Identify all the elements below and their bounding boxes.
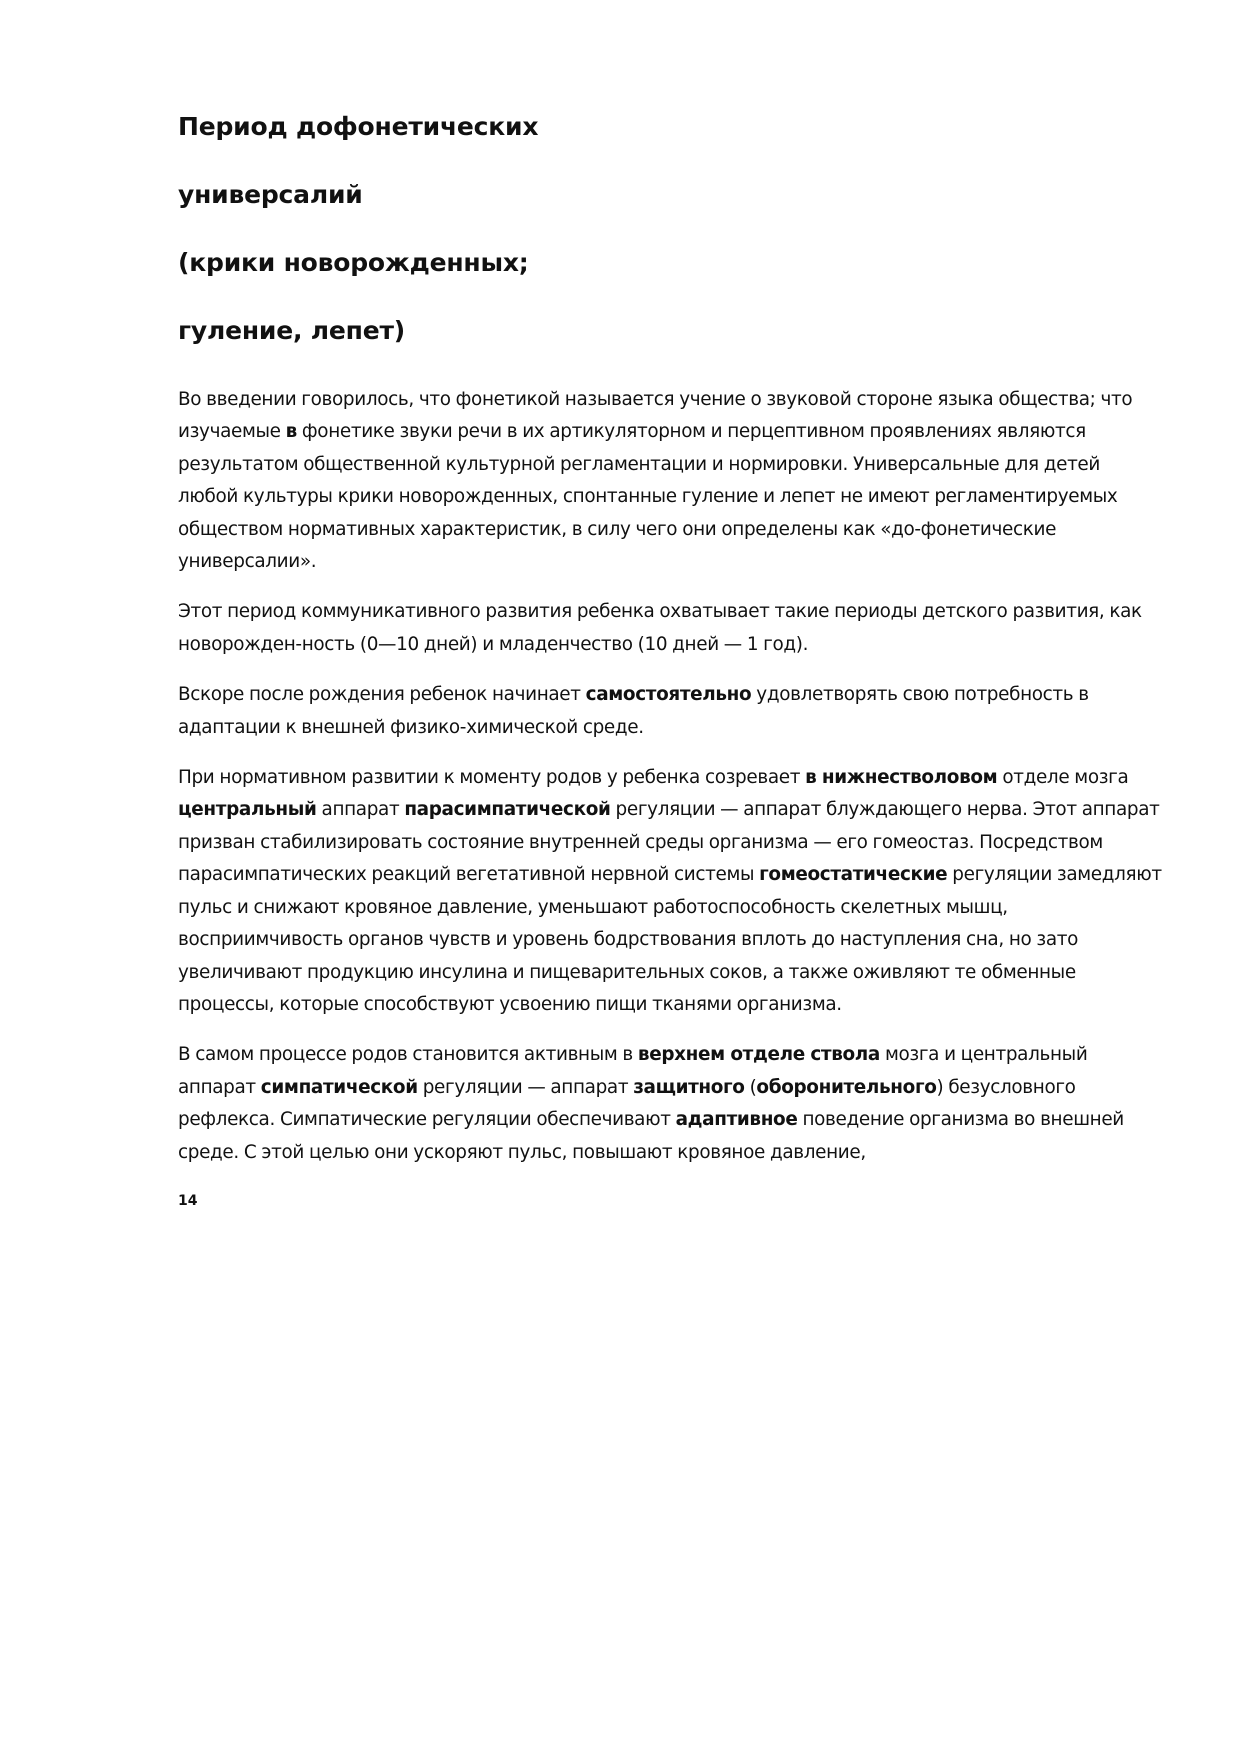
text-run: отделе мозга [997,767,1129,789]
text-run: регуляции — аппарат [417,1076,634,1098]
document-page [178,112,1162,1187]
bold-text-run: самостоятельно [585,684,752,706]
text-run: фонетике звуки речи в их артикуляторном и перцептивном проявлениях являются результатом общественной культурной регламентации и нормировки. Универсальные для детей любой культуры крики новорожденных, спонтанные гуление и лепет не имеют регламентируемых обществом нормативных характеристик, в силу чего они определены как «до-фонетические универсалии». [178,421,1118,573]
text-run: регуляции замедляют пульс и снижают кровяное давление, уменьшают работоспособность скелетных мышц, восприимчивость органов чувств и уровень бодрствования вплоть до наступления сна, но зато увеличивают продукцию инсулина и пищеварительных соков, а также оживляют те обменные процессы, которые способствуют усвоению пищи тканями организма. [178,864,1162,1015]
bold-text-run: адаптивное [675,1109,798,1131]
paragraph-period [178,596,1162,661]
text-run: поведение организма во внешней среде. С этой целью они ускоряют пульс, повышают кровяное давление, [178,1109,1124,1163]
heading-line: (крики новорожденных; [178,248,529,277]
heading-line: гуление, лепет) [178,316,405,345]
text-run: ) безусловного рефлекса. Симпатические регуляции обеспечивают [178,1076,1076,1131]
page-number: 14 [178,1193,198,1209]
paragraph-intro [178,384,1162,578]
bold-text-run: верхнем отделе ствола [637,1044,880,1066]
text-run: удовлетворять свою потребность в адаптации к внешней физико-химической среде. [178,684,1089,738]
text-run: аппарат [316,799,405,821]
text-run: регуляции — аппарат блуждающего нерва. Этот аппарат призван стабилизировать состояние внутренней среды организма — его гомеостаз. Посредством парасимпатических реакций вегетативной нервной системы [178,799,1160,886]
heading-line: универсалий [178,180,363,209]
text-run: В самом процессе родов становится активным в [178,1044,638,1066]
bold-text-run: оборонительного [756,1076,937,1098]
text-run: Вскоре после рождения ребенок начинает [178,684,586,706]
text-run: При нормативном развитии к моменту родов у ребенка созревает [178,767,806,789]
bold-text-run: центральный [178,799,317,821]
text-run: Этот период коммуникативного развития ребенка охватывает такие периоды детского развития, как новорожден-ность (0—10 дней) и младенчество (10 дней — 1 год). [178,601,1142,655]
bold-text-run: защитного [633,1076,745,1098]
paragraph-adaptation [178,679,1162,744]
paragraph-parasympathetic [178,762,1162,1021]
text-run: мозга и центральный аппарат [178,1044,1088,1098]
bold-text-run: в нижнестволовом [805,767,998,789]
bold-text-run: гомеостатические [759,864,948,886]
bold-text-run: парасимпатической [404,799,611,821]
section-heading [178,112,1162,346]
heading-line: Период дофонетических [178,112,539,141]
paragraph-sympathetic [178,1039,1162,1169]
text-run: ( [744,1076,757,1098]
bold-text-run: в [285,421,297,443]
bold-text-run: симпатической [260,1076,418,1098]
text-run: Во введении говорилось, что фонетикой называется учение о звуковой стороне языка общества; что изучаемые [178,389,1133,443]
